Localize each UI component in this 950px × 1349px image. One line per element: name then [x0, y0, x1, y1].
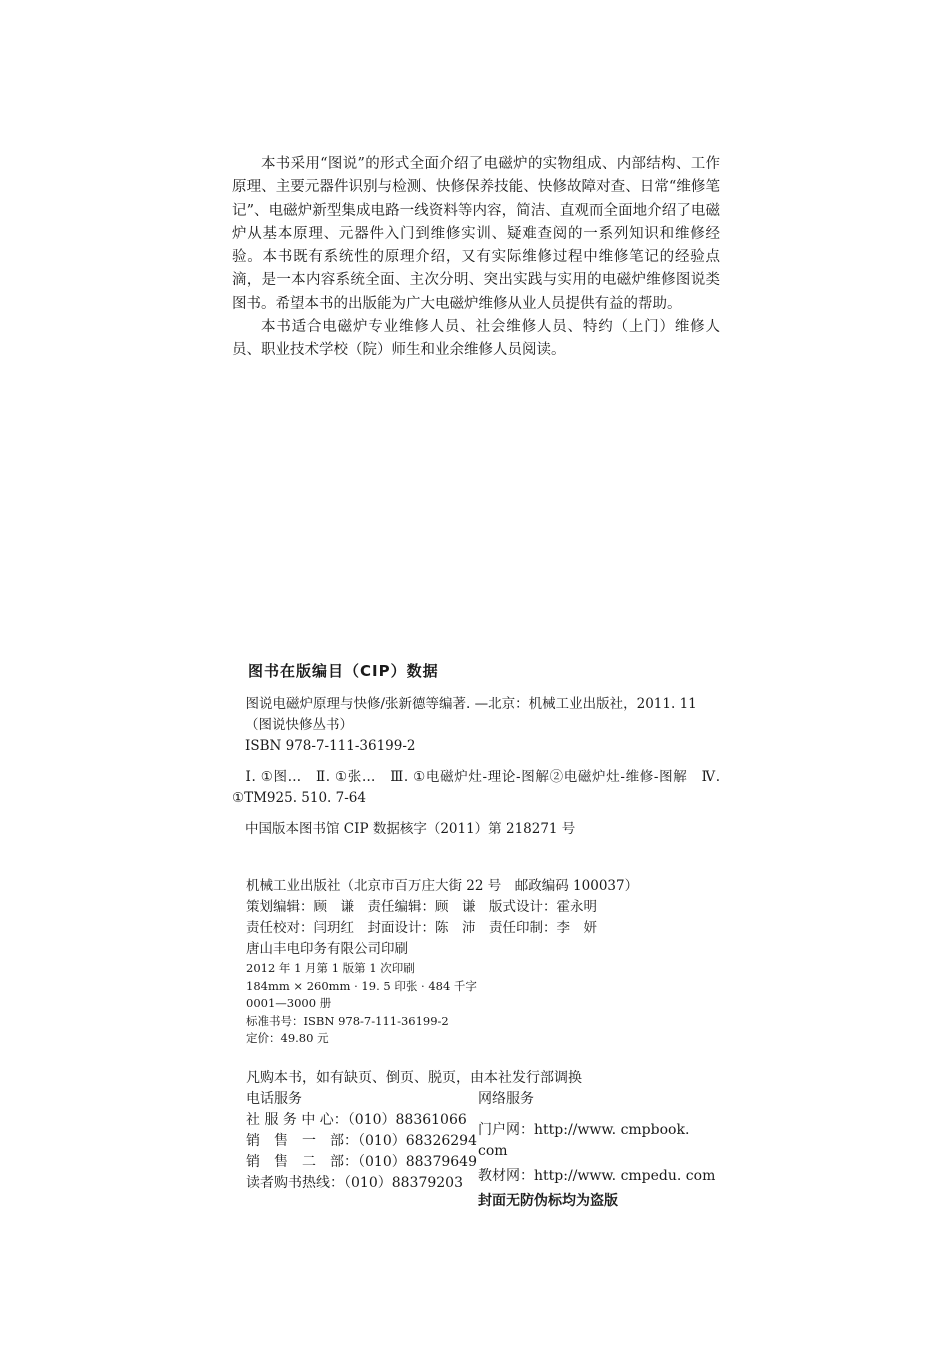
cip-title: 图书在版编目（CIP）数据 — [248, 662, 439, 680]
intro-paragraph-2: 本书适合电磁炉专业维修人员、社会维修人员、特约（上门）维修人员、职业技术学校（院）师生和业余维修人员阅读。 — [232, 319, 720, 359]
cip-isbn: ISBN 978-7-111-36199-2 — [245, 738, 416, 754]
publisher-info — [246, 876, 720, 1048]
cip-series: （图说快修丛书） — [245, 717, 353, 733]
web-service-header: 网络服务 — [478, 1091, 534, 1107]
printer: 唐山丰电印务有限公司印刷 — [246, 941, 408, 957]
cip-record: 图说电磁炉原理与快修/张新德等编著. —北京：机械工业出版社，2011. 11 — [245, 696, 697, 712]
edition: 2012 年 1 月第 1 版第 1 次印刷 — [246, 961, 415, 975]
anti-piracy-notice: 封面无防伪标均为盗版 — [478, 1193, 618, 1209]
web-textbook: 教材网：http://www. cmpedu. com — [478, 1168, 716, 1184]
phone-service-center: 社 服 务 中 心：（010）88361066 — [246, 1112, 467, 1128]
editors-line-2: 责任校对：闫玥红 封面设计：陈 沛 责任印制：李 妍 — [246, 920, 597, 936]
standard-number: 标准书号：ISBN 978-7-111-36199-2 — [246, 1013, 449, 1028]
publisher-name-address: 机械工业出版社（北京市百万庄大街 22 号 邮政编码 100037） — [246, 878, 639, 894]
contact-info — [246, 1068, 720, 1212]
editors-line-1: 策划编辑：顾 谦 责任编辑：顾 谦 版式设计：霍永明 — [246, 899, 597, 915]
phone-sales-2: 销 售 二 部：（010）88379649 — [246, 1154, 477, 1170]
cip-data — [232, 694, 720, 840]
intro-paragraph-1: 本书采用“图说”的形式全面介绍了电磁炉的实物组成、内部结构、工作原理、主要元器件识别与检测、快修保养技能、快修故障对查、日常“维修笔记”、电磁炉新型集成电路一线资料等内容，简洁、直观而全面地介绍了电磁炉从基本原理、元器件入门到维修实训、疑难查阅的一系列知识和维修经验。本书既有系统性的原理介绍，又有实际维修过程中维修笔记的经验点滴，是一本内容系统全面、主次分明、突出实践与实用的电磁炉维修图说类图书。希望本书的出版能为广大电磁炉维修从业人员提供有益的帮助。 — [232, 156, 720, 312]
book-introduction — [232, 153, 720, 363]
phone-reader-hotline: 读者购书热线：（010）88379203 — [246, 1175, 463, 1191]
phone-service-header: 电话服务 — [246, 1091, 302, 1107]
cip-classification: Ⅰ. ①图… Ⅱ. ①张… Ⅲ. ①电磁炉灶-理论-图解②电磁炉灶-维修-图解 Ⅳ. ①TM925. 510. 7-64 — [232, 769, 720, 806]
exchange-notice: 凡购本书，如有缺页、倒页、脱页，由本社发行部调换 — [246, 1070, 582, 1086]
format: 184mm × 260mm · 19. 5 印张 · 484 千字 — [246, 978, 477, 993]
web-portal: 门户网：http://www. cmpbook. com — [478, 1122, 690, 1159]
phone-sales-1: 销 售 一 部：（010）68326294 — [246, 1133, 477, 1149]
price: 定价：49.80 元 — [246, 1031, 329, 1045]
print-run: 0001—3000 册 — [246, 996, 332, 1010]
cip-core-number: 中国版本图书馆 CIP 数据核字（2011）第 218271 号 — [245, 821, 576, 837]
